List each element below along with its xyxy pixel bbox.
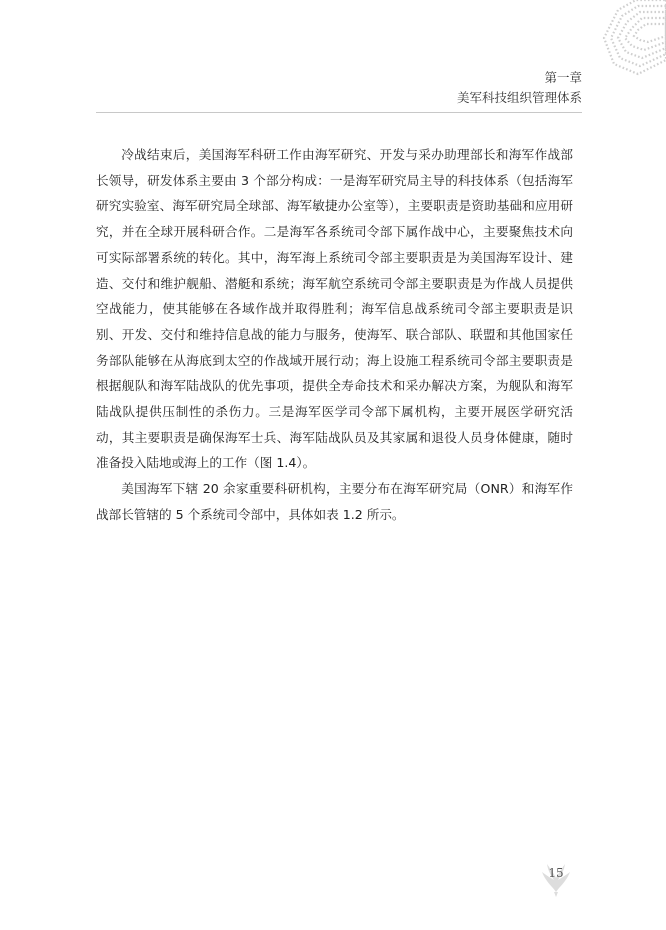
main-text — [96, 142, 573, 528]
page-number: 15 — [548, 866, 564, 880]
running-header — [457, 68, 582, 108]
chapter-title: 美军科技组织管理体系 — [456, 90, 582, 105]
body-paragraph: 冷战结束后，美国海军科研工作由海军研究、开发与采办助理部长和海军作战部长领导，研发体系主要由 3 个部分构成：一是海军研究局主导的科技体系（包括海军研究实验室、海军研究局全球部、海军敏捷办公室等），主要职责是资助基础和应用研究，并在全球开展科研合作。二是海军各系统司令部下属作战中心，主要聚焦技术向可实际部署系统的转化。其中，海军海上系统司令部主要职责是为美国海军设计、建造、交付和维护舰船、潜艇和系统；海军航空系统司令部主要职责是为作战人员提供空战能力，使其能够在各域作战并取得胜利；海军信息战系统司令部主要职责是识别、开发、交付和维持信息战的能力与服务，使海军、联合部队、联盟和其他国家任务部队能够在从海底到太空的作战域开展行动；海上设施工程系统司令部主要职责是根据舰队和海军陆战队的优先事项，提供全寿命技术和采办解决方案，为舰队和海军陆战队提供压制性的杀伤力。三是海军医学司令部下属机构，主要开展医学研究活动，其主要职责是确保海军士兵、海军陆战队员及其家属和退役人员身体健康，随时准备投入陆地或海上的工作（图 1.4）。 — [96, 147, 573, 471]
body-paragraph: 美国海军下辖 20 余家重要科研机构，主要分布在海军研究局（ONR）和海军作战部长管辖的 5 个系统司令部中，具体如表 1.2 所示。 — [96, 481, 573, 522]
chapter-number: 第一章 — [544, 70, 582, 85]
header-divider — [96, 112, 582, 113]
page-footer — [536, 858, 576, 898]
